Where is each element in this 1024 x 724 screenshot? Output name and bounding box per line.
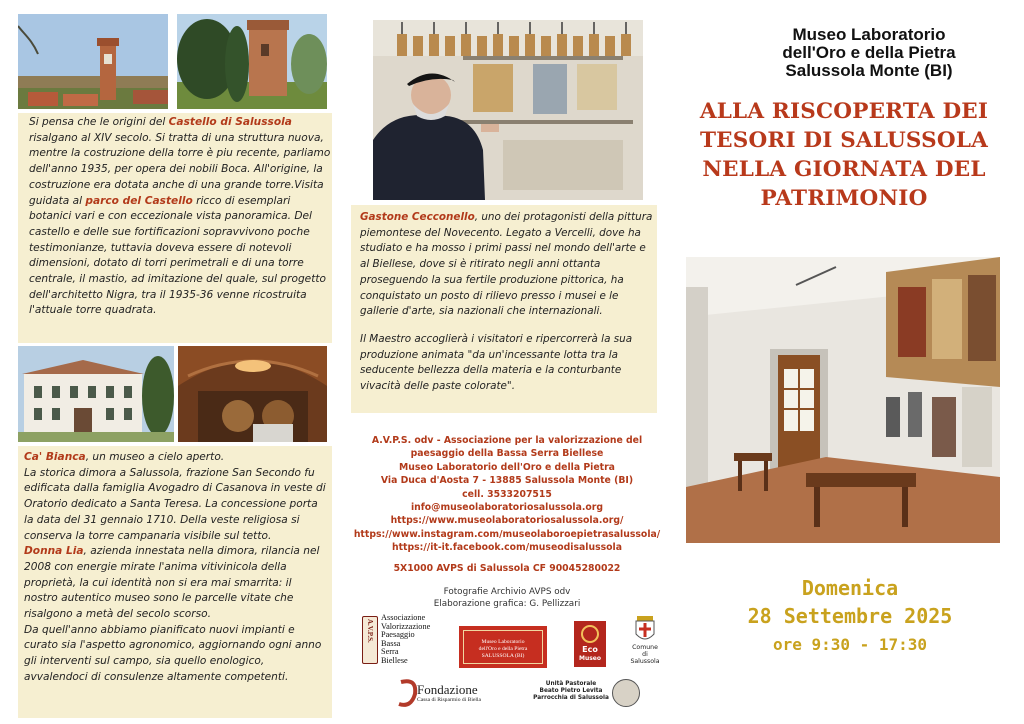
contact-line: Via Duca d'Aosta 7 - 13885 Salussola Monte (BI) (380, 475, 634, 487)
event-date: 28 Settembre 2025 (747, 604, 953, 628)
event-info (700, 574, 1000, 657)
headline (680, 97, 1008, 213)
ecomuseo-icon (581, 625, 599, 643)
contact-line: Museo Laboratorio dell'Oro e della Pietra (399, 461, 615, 473)
museum-title-line: dell'Oro e della Pietra (782, 43, 956, 62)
contacts-block (343, 434, 671, 555)
ca-bianca-text-1: , un museo a cielo aperto. (85, 451, 225, 463)
headline-line: TESORI DI SALUSSOLA (699, 128, 989, 153)
castello-panel (18, 113, 332, 343)
headline-line: NELLA GIORNATA DEL (702, 157, 986, 182)
avps-logo: A.V.P.S. Associazione Valorizzazione Paesaggio Bassa Serra Biellese (362, 614, 434, 666)
coat-of-arms-icon (634, 616, 656, 644)
castle-park-photo (177, 14, 327, 109)
contact-line: A.V.P.S. odv - Associazione per la valorizzazione del (371, 435, 643, 446)
artist-panel (351, 205, 657, 413)
event-day: Domenica (801, 576, 899, 600)
portrait-seal-icon (612, 679, 640, 707)
headline-line: PATRIMONIO (760, 186, 928, 211)
ca-bianca-text-4: Da quell'anno abbiamo pianificato nuovi impianti e curato sia l'aspetto agronomico, aggiornando ogni anno gli interventi sul campo, sia quello enologico, avvalendoci di consulenze altamente competenti. (24, 623, 322, 683)
museum-title-line: Salussola Monte (BI) (785, 61, 953, 80)
contact-facebook-link[interactable]: https://it-it.facebook.com/museodisalussola (391, 542, 623, 554)
museum-title-line: Museo Laboratorio (792, 25, 946, 44)
castello-text (29, 115, 335, 319)
contact-email[interactable]: info@museolaboratoriosalussola.org (410, 502, 604, 514)
contact-line: paesaggio della Bassa Serra Biellese (410, 448, 604, 460)
ecomuseo-logo: Eco Museo (574, 621, 606, 667)
fondazione-logo: Fondazione Cassa di Risparmio di Biella (395, 675, 495, 711)
credit-photos: Fotografie Archivio AVPS odv (443, 587, 571, 597)
castello-text-3: ricco di esemplari botanici vari e con eccezionale vista panoramica. Del castello e delle sue fortificazioni sopravvivono poche testimonianze, tuttavia doveva essere di notevoli dimensioni, dotato di torri perimetrali e di una torre centrale, il mastio, ad imitazione del quale, sul progetto dell'architetto Nigra, tra il 1935-36 venne ricostruita l'attuale torre quadrata. (29, 194, 326, 317)
museum-title (744, 26, 994, 80)
ca-bianca-text-3: , azienda innestata nella dimora, rilancia nel 2008 con energie mirate l'anima vitivinicola della proprietà, la cui identità non si era mai smarrita: il nostro autentico museo sono le parcelle vitate che risalgono a metà del secolo scorso. (24, 545, 320, 621)
ca-bianca-panel (18, 446, 332, 718)
event-hours: ore 9:30 - 17:30 (772, 635, 928, 654)
contact-website-link[interactable]: https://www.museolaboratoriosalussola.org/ (390, 515, 624, 527)
credits (343, 586, 671, 610)
contact-instagram-link[interactable]: https://www.instagram.com/museolaboroepietrasalussola/ (353, 528, 661, 540)
artist-text (360, 210, 654, 395)
castle-tower-photo (18, 14, 168, 109)
avps-mark: A.V.P.S. (362, 616, 378, 664)
headline-line: ALLA RISCOPERTA DEI (699, 99, 989, 124)
unita-pastorale-logo: Unità Pastorale Beato Pietro Levita Parrocchia di Salussola (532, 677, 640, 711)
parco-highlight: parco del Castello (85, 194, 193, 207)
ca-bianca-highlight: Ca' Bianca (24, 451, 86, 463)
museum-interior-photo (686, 257, 1000, 543)
ca-bianca-photo (18, 346, 174, 442)
artist-studio-photo (373, 20, 643, 200)
fondazione-mark-icon (397, 678, 419, 708)
artist-visit: Il Maestro accoglierà i visitatori e ripercorrerà la sua produzione animata "da un'incessante lotta tra la seducente bellezza della materia e la conturbante vivacità delle paste colorate". (360, 332, 633, 393)
ca-bianca-text (24, 450, 327, 686)
comune-logo: Comune di Salussola (627, 616, 663, 668)
castello-text-1: Si pensa che le origini del (29, 116, 169, 128)
ca-bianca-text-2: La storica dimora a Salussola, frazione San Secondo fu edificata dalla famiglia Avogadro di Casanova in veste di Oratorio dedicato a Santa Teresa. La concessione porta la data del 31 gennaio 1710. Della veste religiosa si conserva la torre campanaria visibile sul tetto. (24, 466, 326, 542)
credit-graphics: Elaborazione grafica: G. Pellizzari (433, 599, 581, 609)
artist-name: Gastone Cecconello (360, 211, 475, 223)
castello-text-2: risalgano al XIV secolo. Si tratta di una struttura nuova, mentre la costruzione della torre è piu recente, parliamo dell'anno 1935, per opera dei nobili Boca. All'origine, la costruzione era dotata anche di una grande torre.Visita guidata al (29, 131, 331, 207)
artist-bio: , uno dei protagonisti della pittura piemontese del Novecento. Legato a Vercelli, dove ha studiato e ha mosso i primi passi nel mondo dell'arte e al Biellese, dove si è ritirato negli anni ottanta proseguendo la sua fertile produzione pittorica, ha conquistato un posto di rilievo presso i musei e le gallerie d'arte, sia nazionali che internazionali. (360, 211, 653, 318)
donna-lia-highlight: Donna Lia (24, 545, 84, 558)
museo-logo: Museo Laboratorio dell'Oro e della Pietra SALUSSOLA (BI) (459, 626, 547, 668)
castello-highlight: Castello di Salussola (168, 116, 292, 128)
contact-phone: cell. 3533207515 (462, 488, 552, 500)
donation-line: 5X1000 AVPS di Salussola CF 90045280022 (393, 563, 621, 574)
wine-cellar-photo (178, 346, 327, 442)
